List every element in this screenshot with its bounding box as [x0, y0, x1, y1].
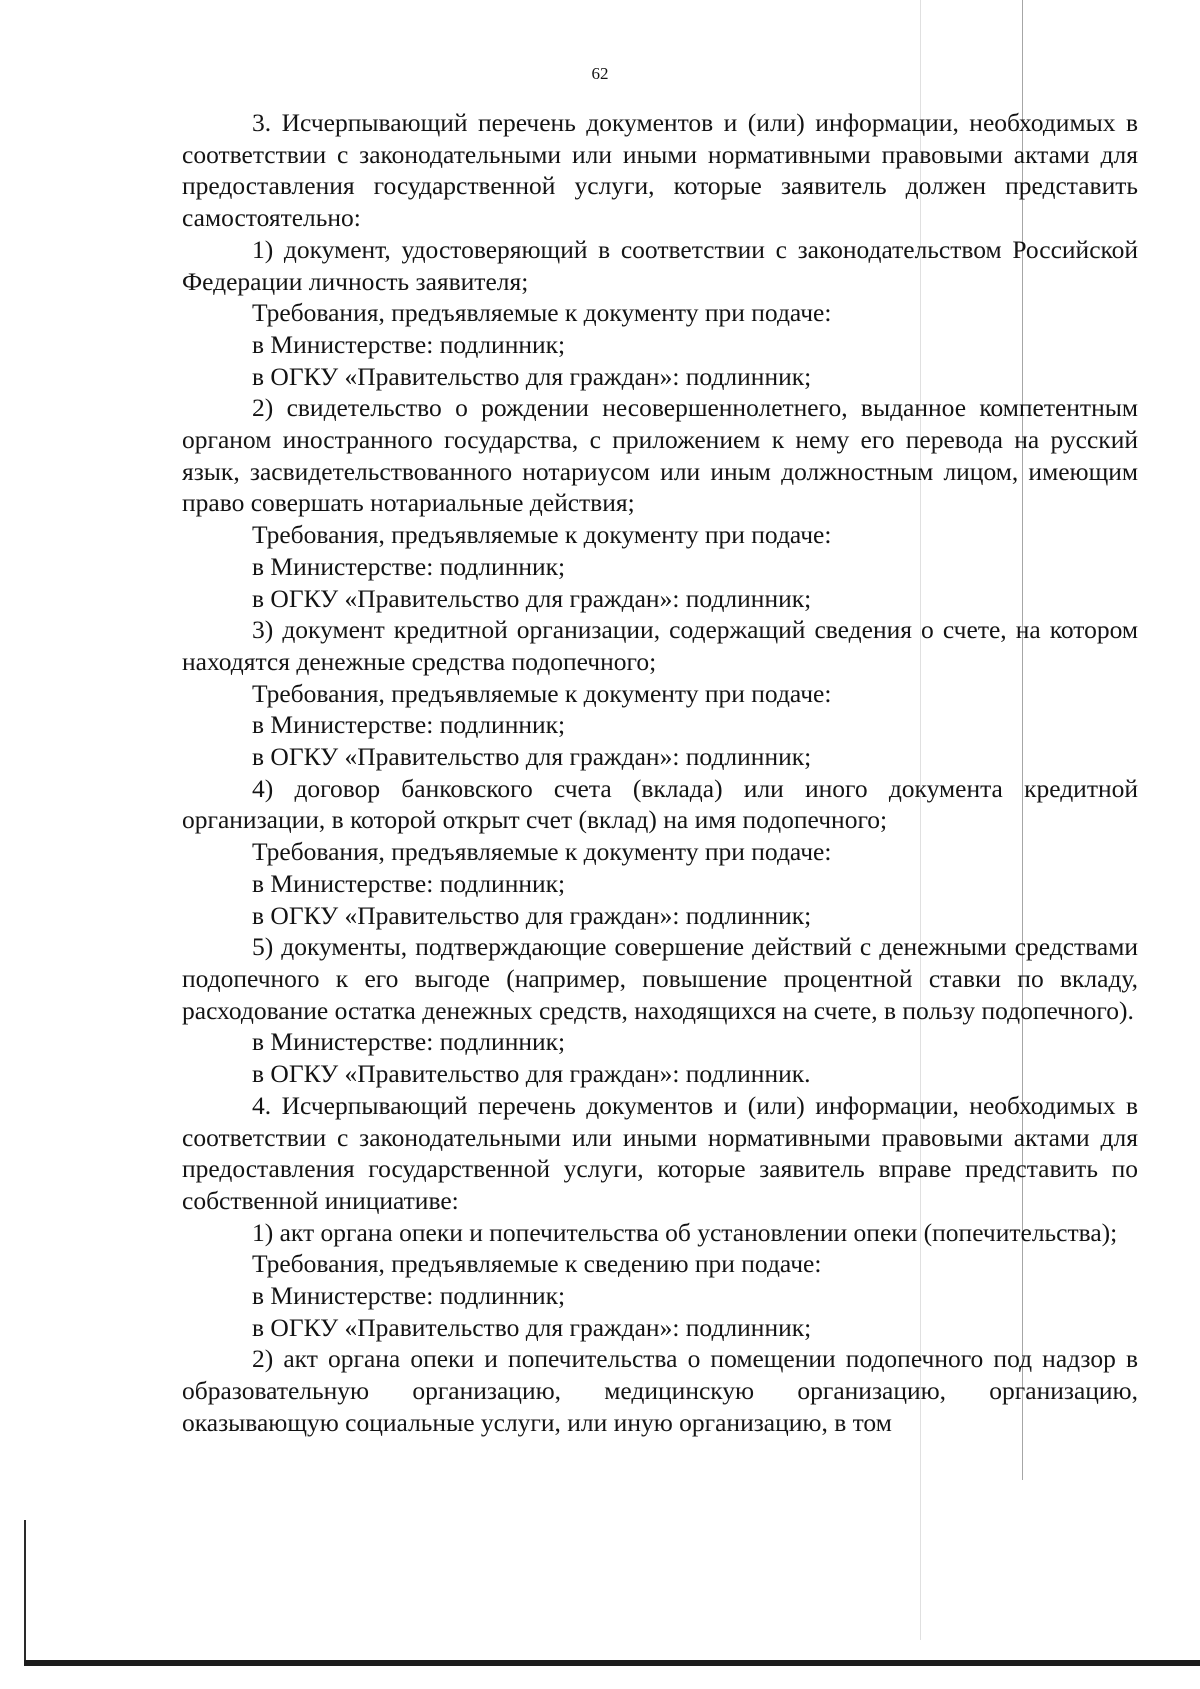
paragraph: 2) акт органа опеки и попечительства о помещении подопечного под надзор в образовательную организацию, медицинскую организацию, организацию, оказывающую социальные услуги, или иную организацию, в том — [182, 1344, 1138, 1437]
paragraph: Требования, предъявляемые к документу при подаче: — [252, 298, 832, 328]
paragraph: 4. Исчерпывающий перечень документов и (или) информации, необходимых в соответствии с законодательными или иными нормативными правовыми актами для предоставления государственной услуги, которые заявитель вправе представить по собственной инициативе: — [182, 1090, 1138, 1215]
scan-fold-line-faint — [920, 0, 921, 1640]
paragraph: в ОГКУ «Правительство для граждан»: подлинник. — [252, 1059, 811, 1089]
paragraph: 2) свидетельство о рождении несовершеннолетнего, выданное компетентным органом иностранного государства, с приложением к нему его перевода на русский язык, засвидетельствованного нотариусом или иным должностным лицом, имеющим право совершать нотариальные действия; — [182, 393, 1138, 518]
scan-fold-line — [1022, 0, 1023, 1480]
paragraph: в Министерстве: подлинник; — [252, 1281, 566, 1311]
paragraph: в ОГКУ «Правительство для граждан»: подлинник; — [252, 900, 812, 930]
paragraph: 5) документы, подтверждающие совершение действий с денежными средствами подопечного к его выгоде (например, повышение процентной ставки по вкладу, расходование остатка денежных средств, находящихся на счете, в пользу подопечного). — [182, 932, 1138, 1025]
scan-edge-bottom — [24, 1660, 1200, 1666]
paragraph: в Министерстве: подлинник; — [252, 551, 566, 581]
paragraph: 1) документ, удостоверяющий в соответствии с законодательством Российской Федерации личность заявителя; — [182, 234, 1138, 296]
paragraph: Требования, предъявляемые к документу при подаче: — [252, 678, 832, 708]
paragraph: Требования, предъявляемые к документу при подаче: — [252, 520, 832, 550]
paragraph: Требования, предъявляемые к сведению при подаче: — [252, 1249, 822, 1279]
paragraph: 3) документ кредитной организации, содержащий сведения о счете, на котором находятся денежные средства подопечного; — [182, 615, 1138, 676]
paragraph: в ОГКУ «Правительство для граждан»: подлинник; — [252, 742, 812, 772]
paragraph: в Министерстве: подлинник; — [252, 710, 566, 740]
paragraph: в ОГКУ «Правительство для граждан»: подлинник; — [252, 361, 812, 391]
paragraph: в ОГКУ «Правительство для граждан»: подлинник; — [252, 583, 812, 613]
paragraph: 3. Исчерпывающий перечень документов и (или) информации, необходимых в соответствии с законодательными или иными нормативными правовыми актами для предоставления государственной услуги, которые заявитель должен представить самостоятельно: — [182, 108, 1138, 233]
paragraph: 1) акт органа опеки и попечительства об установлении опеки (попечительства); — [252, 1217, 1118, 1247]
paragraph: Требования, предъявляемые к документу при подаче: — [252, 837, 832, 867]
paragraph: 4) договор банковского счета (вклада) или иного документа кредитной организации, в которой открыт счет (вклад) на имя подопечного; — [182, 773, 1138, 835]
paragraph: в Министерстве: подлинник; — [252, 329, 566, 359]
scan-edge-left — [24, 1520, 26, 1660]
page-number: 62 — [591, 64, 609, 83]
paragraph: в Министерстве: подлинник; — [252, 868, 566, 898]
document-body — [182, 107, 1138, 1439]
paragraph: в ОГКУ «Правительство для граждан»: подлинник; — [252, 1312, 812, 1342]
paragraph: в Министерстве: подлинник; — [252, 1027, 566, 1057]
